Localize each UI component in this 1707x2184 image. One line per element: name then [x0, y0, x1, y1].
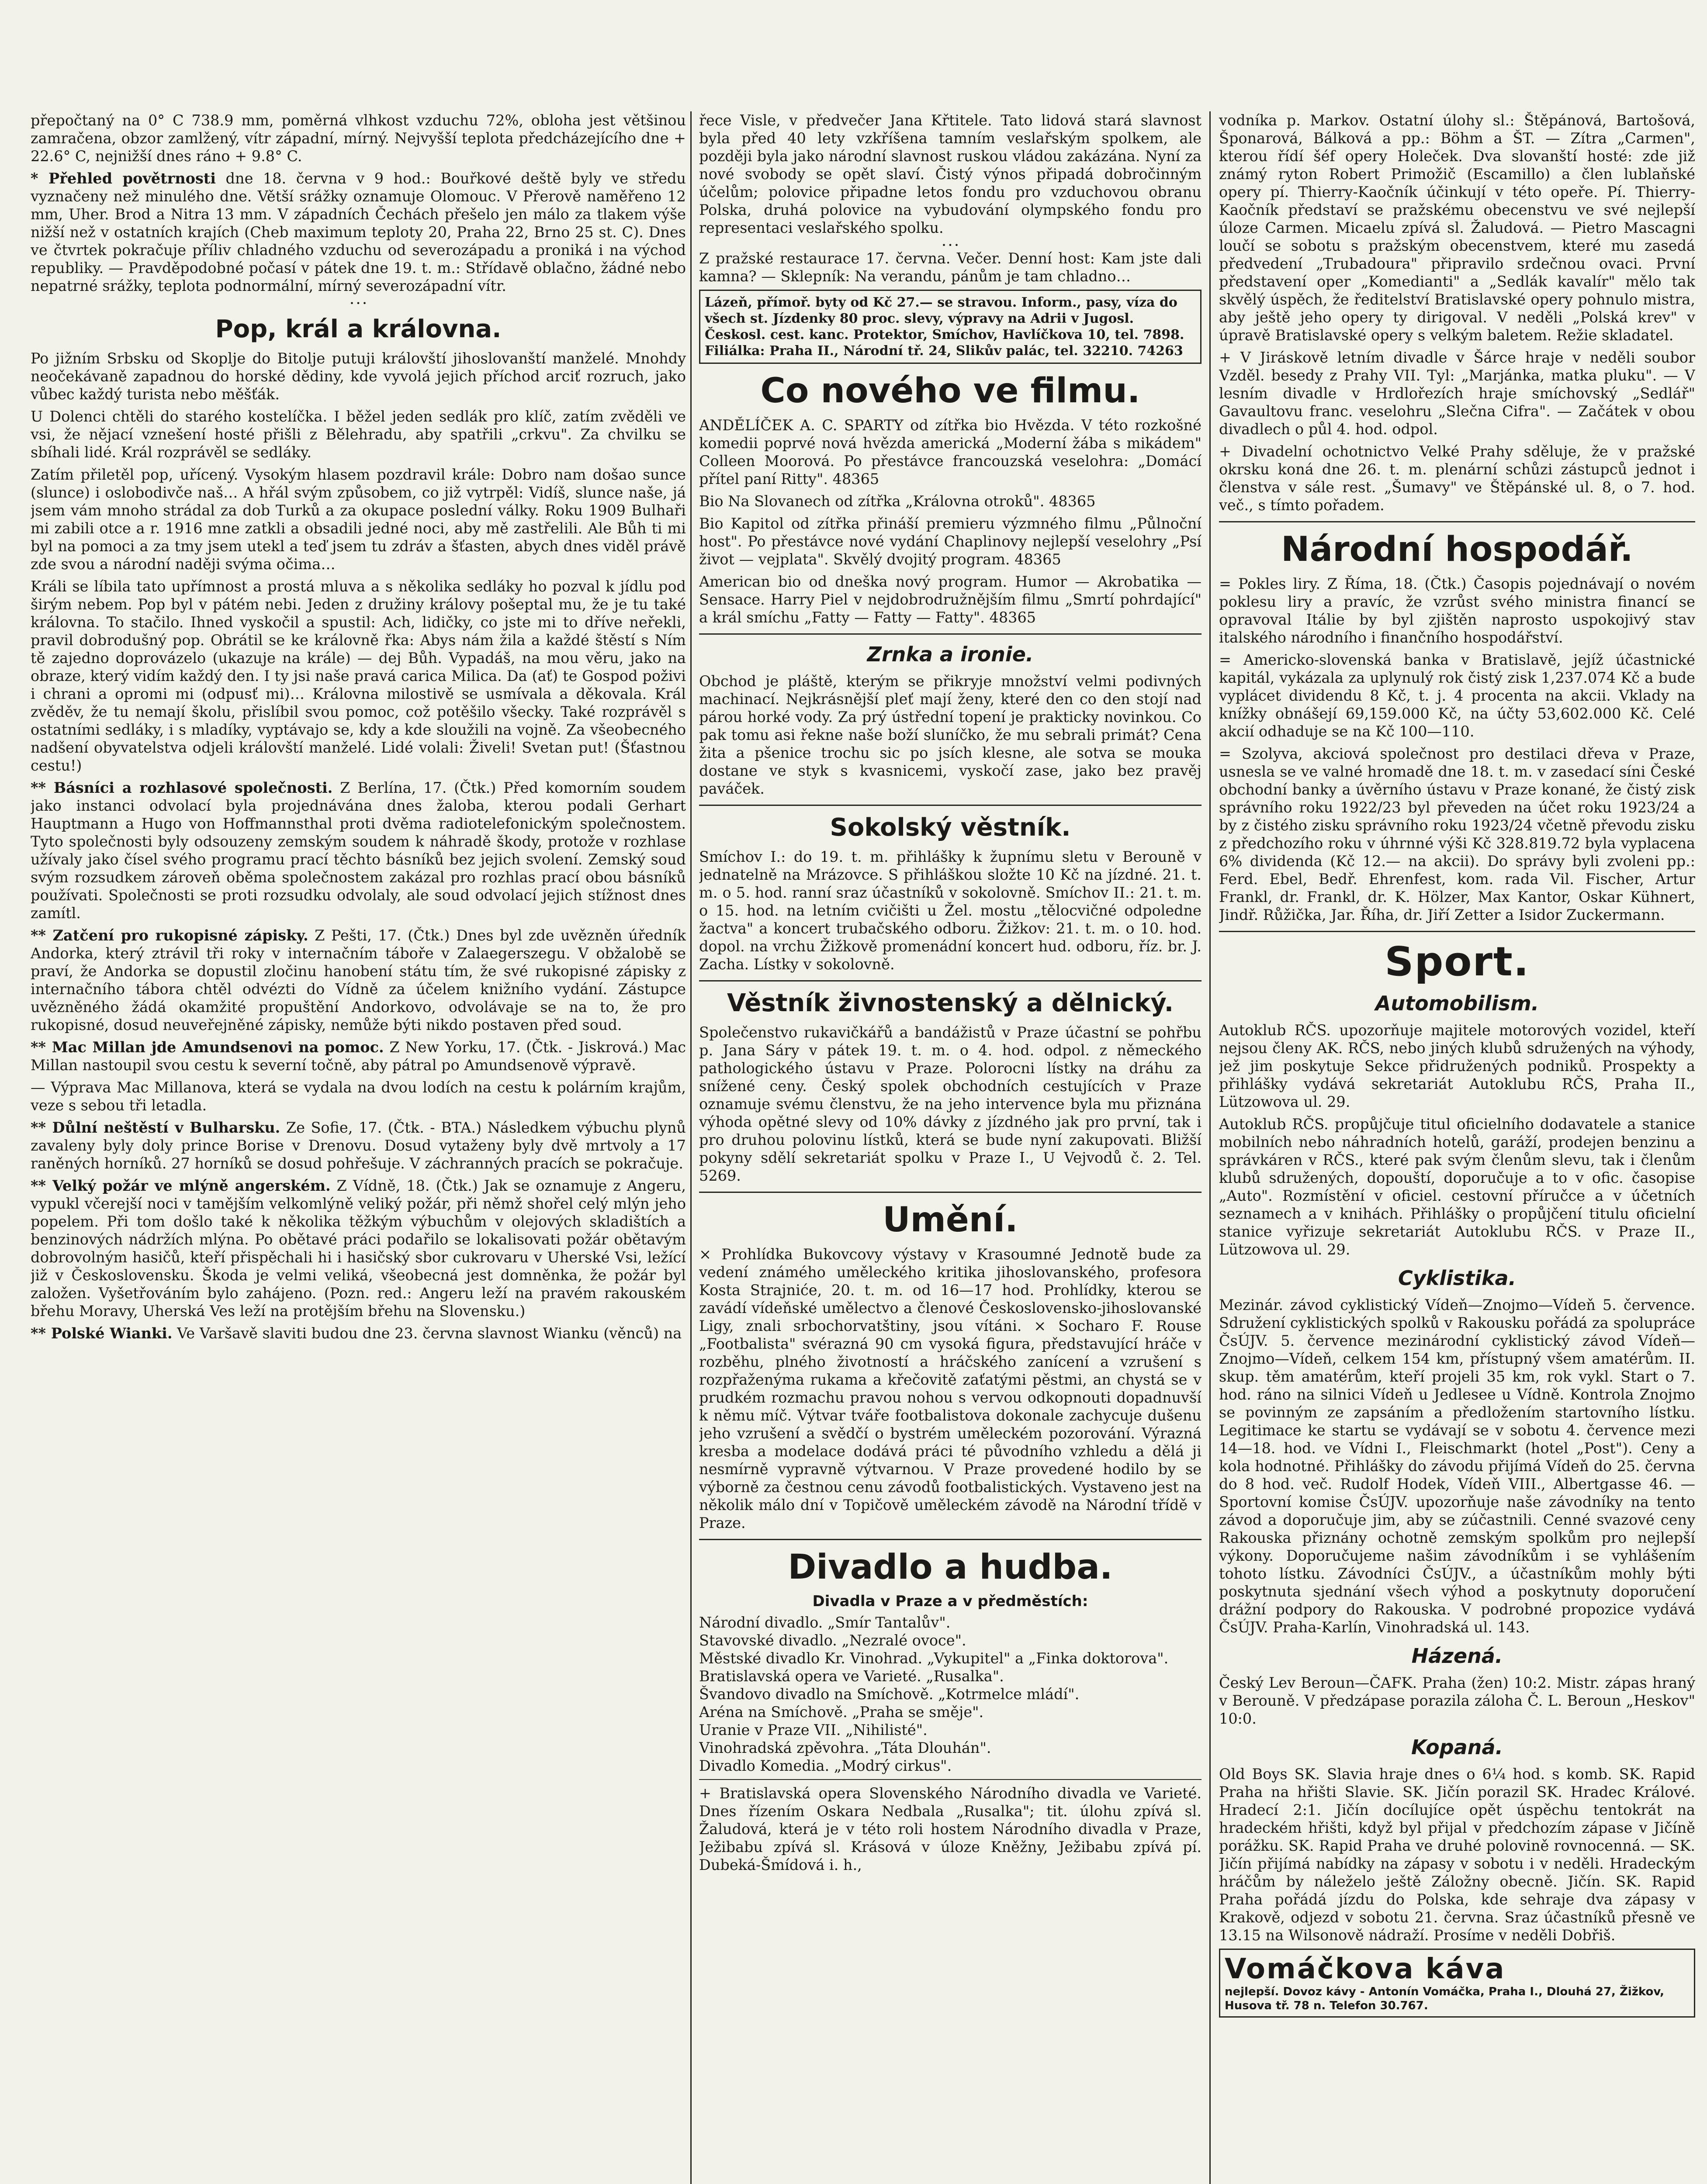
news-label: ** Polské Wianki.: [31, 1325, 173, 1342]
news-text: Z Pešti, 17. (Čtk.) Dnes byl zde uvězněn úředník Andorka, který ztrávil tři roky v internačním táboře v Zalaegerszegu. V obžalobě se praví, že Andorka se dopustil zločinu hanobení státu tím, že své rukopisné zápisky z internačního tábora chtěl odvézti do Vídně za účelem knižního vydání. Zástupce uvězněného žádá okamžité propuštění Andorkovo, odvolávaje se na to, že pro rukopisné, dosud neuveřejněné zápisky, nemůže býti nikdo postaven před soud.: [31, 927, 686, 1033]
news-text: Z Vídně, 18. (Čtk.) Jak se oznamuje z Angeru, vypukl včerejší noci v tamějším velkomlýně veliký požár, při němž shořel celý mlýn jeho popelem. Při tom došlo také k několika těžkým výbuchům v olejových skladištích a benzinových nádržích mlýna. Po obětavé práci podařilo se lokalisovati požár obětavým dobrovolným hasičů, kteří přispěchali hi i hasičský sbor cukrovaru v Uherské Vsi, ležící již v Československu. Škoda je velmi veliká, všeobecná jest domněnka, že požár byl založen. Vyšetřováním bylo zahájeno. (Pozn. red.: Angeru leží na pravém rakouském břehu Moravy, Uherská Ves leží na protějším břehu na Slovensku.): [31, 1177, 686, 1320]
section-title: Sport.: [1385, 938, 1530, 985]
article-paragraph: = Pokles liry. Z Říma, 18. (Čtk.) Časopis pojednávají o novém poklesu liry a pravíc, že vzrůst svého ministra financí se opravoval Itálie by byl zjištěn naprosto uspokojivý stav italského národního i finančního hospodářství.: [1219, 575, 1695, 646]
column-rule: [690, 111, 692, 2184]
theatre-listing: Bratislavská opera ve Varieté. „Rusalka".: [699, 1668, 1004, 1685]
column-left: [31, 111, 686, 2184]
film-item: ANDĚLÍČEK A. C. SPARTY od zítřka bio Hvězda. V této rozkošné komedii poprvé nová hvězda americká „Moderní žába s mikádem" Colleen Moorová. Po přestávce francouzská veselohra: „Domácí přítel paní Ritty". 48365: [699, 417, 1201, 487]
divider: [699, 980, 1201, 981]
travel-advert: Lázeň, přímoř. byty od Kč 27.— se stravou. Inform., pasy, víza do všech st. Jízdenky 80 proc. slevy, výpravy na Adrii v Jugosl. Českosl. cest. kanc. Protektor, Smíchov, Havlíčkova 10, tel. 7898. Filiálka: Praha II., Národní tř. 24, Slikův palác, tel. 32210. 74263: [699, 290, 1201, 364]
article-paragraph: Český Lev Beroun—ČAFK. Praha (žen) 10:2. Mistr. zápas hraný v Berouně. V předzápase porazila záloha Č. L. Beroun „Heskov" 10:0.: [1219, 1674, 1695, 1727]
article-paragraph: × Prohlídka Bukovcovy výstavy v Krasoumné Jednotě bude za vedení známého uměleckého kritika jihoslovanského, profesora Kosta Strajniće, 20. t. m. od 16—17 hod. Prohlídky, kterou se zavádí vídeňské umělectvo a členové Československo-jihoslovanské Ligy, znali srbochorvatštiny, jsou vítáni. × Socharo F. Rouse „Footbalista" svérazná 90 cm vysoká figura, představující hráče v rozběhu, plného životností a hráčského zanícení a vzrušení s rozpřaženýma rukama a křečovitě zaťatými pěstmi, an chystá se v prudkém rozmachu pravou nohou s vervou odkopnouti dopadnuvší k němu míč. Výtvar tváře footbalistova dokonale zachycuje dušenu jeho vzrušení a svědčí o bystrém uměleckém pozorování. Výrazná kresba a modelace dodává práci té původního vzhledu a dělá ji nesmírně vypravně výtvarnou. V Praze provedené hodilo by se výborně za čestnou cenu závodů footbalistických. Vystaveno jest na několik málo dní v Topičově uměleckém závodě na Národní třídě v Praze.: [699, 1246, 1201, 1531]
film-item: American bio od dneška nový program. Humor — Akrobatika — Sensace. Harry Piel v nejdobrodružnějším filmu „Smrtí pohrdající" a král smíchu „Fatty — Fatty — Fatty". 48365: [699, 573, 1201, 626]
article-paragraph: Obchod je pláště, kterým se přikryje množství velmi podivných machinací. Nejkrásnější pleť mají ženy, které den co den stojí nad párou horké vody. Za prý ústřední topení je prakticky novinkou. Co pak tomu asi řekne naše boží sluníčko, že mu sebrali primát? Cena žita a pšenice trochu sic po jsích klesne, ale sotva se mouka dostane ve styk s kvasnicemi, vyskočí zase, jako bez pravěj paváček.: [699, 673, 1201, 797]
news-label: ** Zatčení pro rukopisné zápisky.: [31, 927, 308, 944]
news-item: — Výprava Mac Millanova, která se vydala na dvou lodích na cestu k polárním krajům, veze s sebou tři letadla.: [31, 1079, 686, 1114]
section-title: Věstník živnostenský a dělnický.: [727, 989, 1174, 1017]
subsection-title: Házená.: [1411, 1644, 1503, 1668]
divider: [1219, 931, 1695, 932]
news-text: Ze Sofie, 17. (Čtk. - BTA.) Následkem výbuchu plynů zavaleny byly doly prince Borise v Drenovu. Dosud vytaženy byly dvě mrtvoly a 17 raněných horníků. 27 horníků se dosud pohřešuje. V záchranných pracích se pokračuje.: [31, 1119, 686, 1172]
news-label: ** Velký požár ve mlýně angerském.: [31, 1177, 331, 1194]
news-item: [31, 1177, 686, 1320]
section-title: Zrnka a ironie.: [867, 643, 1034, 666]
column-rule: [1209, 111, 1211, 2184]
theatre-listing: Vinohradská zpěvohra. „Táta Dlouhán".: [699, 1739, 991, 1756]
article-paragraph: Old Boys SK. Slavia hraje dnes o 6¼ hod. s komb. SK. Rapid Praha na hřišti Slavie. SK. Jičín porazil SK. Hradec Králové. Hradecí 2:1. Jičín docílujíce opět úspěchu tentokrát na hradeckém hřišti, když byl přijal v předchozím zápase v Jičíně porážku. SK. Rapid Praha ve druhé polovině rovnocenná. — SK. Jičín přijímá nabídky na zápasy v sobotu i v neděli. Hradeckým hráčům by náleželo ještě Záložny obecně. Jičín. SK. Rapid Praha pořádá jízdu do Polska, kde sehraje dva zápasy v Krakově, odjezd v sobotu 21. června. Sraz účastníků přesně ve 13.15 na Wilsonově nádraží. Prosíme v neděli Dobřiš.: [1219, 1766, 1695, 1944]
advert-text: nejlepší. Dovoz kávy - Antonín Vomáčka, Praha I., Dlouhá 27, Žižkov, Husova tř. 78 n. Telefon 30.767.: [1225, 1985, 1665, 2012]
weather-report: [31, 169, 686, 295]
separator: • • •: [350, 299, 367, 308]
divider: [699, 805, 1201, 806]
divider: [699, 633, 1201, 635]
theatre-listing: Stavovské divadlo. „Nezralé ovoce".: [699, 1632, 966, 1649]
article-paragraph: U Dolenci chtěli do starého kostelíčka. I běžel jeden sedlák pro klíč, zatím zvěděli ve vsi, že nějací vznešení hosté přišli z Bělehradu, aby spatřili „crkvu". Za chvilku se sbíhali lidé. Král rozprávěl se sedláky.: [31, 408, 686, 461]
news-label: ** Mac Millan jde Amundsenovi na pomoc.: [31, 1039, 384, 1056]
news-item: [31, 779, 686, 922]
section-title: Co nového ve filmu.: [760, 371, 1140, 411]
film-item: Bio Kapitol od zítřka přináší premieru výzmného filmu „Půlnoční host". Po přestávce nové vydání Chaplinovy nejlepší veselohry „Psí život — vejplata". Skvělý dvojitý program. 48365: [699, 515, 1201, 568]
news-label: ** Básníci a rozhlasové společnosti.: [31, 779, 333, 796]
theatre-listing: Aréna na Smíchově. „Praha se směje".: [699, 1704, 984, 1721]
article-paragraph: + Bratislavská opera Slovenského Národního divadla ve Varieté. Dnes řízením Oskara Nedbala „Rusalka"; tit. úlohu zpívá sl. Žaludová, která je v této roli hostem Národního divadla v Praze, Ježibabu zpívá sl. Krásová v úloze Kněžny, Ježibabu zpívá pí. Dubeká-Šmídová i. h.,: [699, 1785, 1201, 1873]
weather-label: * Přehled povětrnosti: [31, 170, 216, 187]
divider: [699, 1192, 1201, 1193]
article-paragraph: + V Jiráskově letním divadle v Šárce hraje v neděli soubor Vzděl. besedy z Prahy VII. Tyl: „Marjánka, matka pluku". — V lesním divadle v Hrdlořezích hraje smíchovský „Sedlář" Gavaultovu franc. veselohru „Slečna Cifra". — Začátek v obou divadlech o půl 4. hod. odpol.: [1219, 349, 1695, 438]
article-paragraph: = Szolyva, akciová společnost pro destilaci dřeva v Praze, usnesla se ve valné hromadě dne 18. t. m. v zasedací síni České obchodní banky a úvěrního ústavu v Praze konané, že čistý zisk správního roku 1922/23 byl převeden na účet roku 1923/24 a by z čistého zisku správního roku 1923/24 včetně převodu zisku z předchozího roku v úhrnné výši Kč 328.819.72 byla vyplacena 6% dividenda (Kč 12.— na akcii). Do správy byli zvoleni pp.: Ferd. Ebel, Bedř. Ehrenfest, kom. rada Vil. Fischer, Artur Frankl, dr. Frankl, dr. K. Hölzer, Max Kantor, Oskar Kühnert, Jindř. Růžička, Jar. Říha, dr. Jiří Zetter a Isidor Zuckermann.: [1219, 745, 1695, 923]
anecdote: Z pražské restaurace 17. června. Večer. Denní host: Kam jste dali kamna? — Sklepník: Na verandu, pánům je tam chladno…: [699, 250, 1201, 285]
news-item: [31, 1324, 686, 1342]
divider: [1219, 521, 1695, 522]
news-item: [31, 1119, 686, 1172]
theatre-listing: Švandovo divadlo na Smíchově. „Kotrmelce mládí".: [699, 1686, 1080, 1703]
subsection-title: Automobilism.: [1375, 992, 1539, 1015]
subsection-title: Cyklistika.: [1398, 1266, 1517, 1290]
advert-brand: Vomáčkova káva: [1225, 1953, 1506, 1985]
section-title: Sokolský věstník.: [830, 813, 1071, 842]
subsection-title: Kopaná.: [1411, 1735, 1503, 1759]
section-title: Národní hospodář.: [1281, 530, 1633, 569]
news-text: Ve Varšavě slaviti budou dne 23. června slavnost Wianku (věnců) na: [177, 1325, 682, 1342]
article-paragraph: vodníka p. Markov. Ostatní úlohy sl.: Štěpánová, Bartošová, Šponarová, Bálková a pp.: Böhm a ŠT. — Zítra „Carmen", kterou řídí šéf opery Holeček. Dva slovanští hosté: zde již známý ryton Robert Primožič (Escamillo) a člen lublaňské opery pí. Thierry-Kaočník účinkují v této opeře. Pí. Thierry-Kaočník představí se pražskému obecenstvu ve své nejlepší úloze Carmen. Micaelu zpívá sl. Žaludová. — Pietro Mascagni loučí se sobotu s pražským obecenstvem, které mu zasedá předvedení „Trubadoura" připravilo srdečnou ovaci. První představení oper „Komedianti" a „Sedlák kavalír" mělo tak skvělý úspěch, že ředitelství Bratislavské opery pohnulo mistra, aby ještě jeho opery ty dirigoval. V neděli „Polská krev" v úpravě Bratislavské opery s velkým baletem. Režie skladatel.: [1219, 112, 1695, 344]
separator: • • •: [942, 241, 959, 249]
column-middle: [699, 111, 1201, 2184]
article-paragraph: Autoklub RČS. upozorňuje majitele motorových vozidel, kteří nejsou členy AK. RČS, nebo jiných klubů sdružených na výhody, jež jim poskytuje Sekce přidružených podniků. Prospekty a přihlášky vydává sekretariát Autoklubu RČS, Praha II., Lützowova ul. 29.: [1219, 1022, 1695, 1110]
article-paragraph: Autoklub RČS. propůjčuje titul oficielního dodavatele a stanice mobilních nebo náhradních hotelů, garáží, prodejen benzinu a správkáren v RČS., které pak svým členům slevu, tak i členům klubů sdružených, dopouští, doporučuje a to v ofic. časopise „Auto". Rozmístění v oficiel. cestovní příručce a v účetních seznamech a v knihách. Přihlášky o propůjčení titulu oficielní stanice vyřizuje sekretariát Autoklubu RČS. v Praze II., Lützowova ul. 29.: [1219, 1116, 1695, 1258]
article-paragraph: Společenstvo rukavičkářů a bandážistů v Praze účastní se pohřbu p. Jana Sáry v pátek 19. t. m. o 4. hod. odpol. z německého pathologického ústavu v Praze. Polorocni lístky na dráhu za snížené ceny. Český spolek obchodních cestujících v Praze oznamuje svému členstvu, že na jeho intervence byla mu přiznána výhoda opětné slevy od 10% dávky z jízdného jak pro první, tak i pro druhou polovinu lístků, která se bude nyní zakupovati. Bližší pokyny sdělí sekretariát spolku v Praze I., U Vejvodů č. 2. Tel. 5269.: [699, 1024, 1201, 1184]
column-right: [1219, 111, 1695, 2184]
film-item: Bio Na Slovanech od zítřka „Královna otroků". 48365: [699, 493, 1096, 510]
divider: [699, 1539, 1201, 1540]
news-text: Z Berlína, 17. (Čtk.) Před komorním soudem jako instanci odvolací byla projednávána dnes žaloba, kterou podali Gerhart Hauptmann a Hugo von Hoffmannsthal proti dvěma radiotelefonickým společnostem. Tyto společnosti byly odsouzeny zemským soudem k náhradě škody, protože v rozhlase užívaly jako čísel svého programu prací těchto básníků bez jejich svolení. Zemský soud svým rozsudkem zároveň oběma společnostem zakázal pro rozhlas prací obou básníků používati. Společnosti se proti rozsudku odvolaly, ale soud odvolací jejich stížnost dnes zamítl.: [31, 779, 686, 922]
news-label: ** Důlní neštěstí v Bulharsku.: [31, 1119, 280, 1136]
article-paragraph: + Divadelní ochotnictvo Velké Prahy sděluje, že v pražské okrsku koná dne 26. t. m. plenární schůzi zástupců jednot i členstva v sále rest. „Šumavy" ve Štěpánské ul. 8, o 7. hod. več., s tímto pořadem.: [1219, 443, 1695, 514]
section-title: Umění.: [883, 1200, 1018, 1240]
article-paragraph: Po jižním Srbsku od Skoplje do Bitolje putuji královští jihoslovanští manželé. Mnohdy neočekávaně zapadnou do horské dědiny, kde vyvolá jejich příchod arciť rozruch, jako vůbec každý turista nebo měšťák.: [31, 350, 686, 403]
news-text: Z New Yorku, 17. (Čtk. - Jiskrová.) Mac Millan nastoupil svou cestu k severní točně, aby pátral po Amundsenově výpravě.: [31, 1039, 686, 1074]
theatre-listing: Divadlo Komedia. „Modrý cirkus".: [699, 1757, 952, 1774]
article-paragraph: = Americko-slovenská banka v Bratislavě, jejíž účastnické kapitál, vykázala za uplynulý rok čistý zisk 1,237.074 Kč a bude vyplácet dividendu 8 Kč, t. j. 4 procenta na akcii. Vklady na knížky obnášejí 69,159.000 Kč, na účty 53,602.000 Kč. Celé akcií odhaduje se na Kč 100—110.: [1219, 651, 1695, 740]
article-title: Pop, král a královna.: [215, 315, 502, 343]
coffee-advert: [1219, 1949, 1695, 2018]
article-paragraph: Králi se líbila tato upřímnost a prostá mluva a s několika sedláky ho pozval k jídlu pod širým nebem. Pop byl v pátém nebi. Jeden z družiny královy pošeptal mu, že je tu také královna. To stačilo. Ihned vyskočil a spustil: Ach, lidičky, co jste mi to dříve neřekli, pravil dobrodušný pop. Obrátil se ke královně řka: Abys nám žila a každé štěstí s Ním tě zajedno doprovázelo (ukazuje na krále) — dej Bůh. Vypadáš, na mou věru, jako na obraze, který vidím každý den. I ty jsi naše pravá carica Milica. Da (ať) te Gospod poživi i chrani a opromi mi (odpusť mi)… Královna milostivě se usmívala a děkovala. Král zvěděv, že tu nemají školu, přislíbil svou pomoc, což potěšilo všecky. Také rozprávěl s ostatními sedláky, i s mladíky, vyptávajo se, kdy a kde sloužili na vojně. Za všeobecného nadšení obyvatelstva odjeli královští manželé. Lidé volali: Živeli! Svetan put! (Šťastnou cestu!): [31, 578, 686, 774]
section-title: Divadlo a hudba.: [788, 1548, 1113, 1587]
article-paragraph: Smíchov I.: do 19. t. m. přihlášky k župnímu sletu v Berouně v jednatelně na Mrázovce. S přihláškou složte 10 Kč na jízdné. 21. t. m. o 5. hod. ranní sraz účastníků v sokolovně. Smíchov II.: 21. t. m. o 15. hod. na letním cvičišti u Žel. mostu „tělocvičné odpoledne žactva" a koncert trubačského odboru. Žižkov: 21. t. m. o 10. hod. dopol. na vrchu Žižkově promenádní koncert hud. odboru, říz. br. J. Zacha. Lístky v sokolovně.: [699, 848, 1201, 973]
divider: [699, 1779, 1201, 1780]
news-item: [31, 1038, 686, 1074]
news-item: [31, 926, 686, 1034]
weather-text: dne 18. června v 9 hod.: Bouřkové deště byly ve středu vyznačeny než minulého dne. Větší srážky oznamuje Olomouc. V Přerově naměřeno 12 mm, Uher. Brod a Nitra 13 mm. V západních Čechách přešelo jen málo za tlakem výše nižší než v ostatních krajích (Cheb maximum teploty 20, Praha 22, Brno 25 st. C). Dnes ve čtvrtek pokračuje příliv chladného vzduchu od severozápadu a proniká i na východ republiky. — Pravděpodobné počasí v pátek dne 19. t. m.: Střídavě oblačno, žádné nebo nepatrné srážky, teplota podnormální, mírný severozápadní vítr.: [31, 170, 686, 294]
article-paragraph: Mezinár. závod cyklistický Vídeň—Znojmo—Vídeň 5. července. Sdružení cyklistických spolků v Rakousku pořádá za spolupráce ČsÚJV. 5. července mezinárodní cyklistický závod Vídeň—Znojmo—Vídeň, celkem 154 km, přístupný všem amatérům. II. skup. těm amatérům, kteří projeli 35 km, rok vykl. Start o 7. hod. ráno na silnici Vídeň u Jedlesee u Vídně. Kontrola Znojmo se povinným ze zapsáním a předložením startovního lístku. Legitimace ke startu se vydávají se v sobotu 4. července mezi 14—18. hod. ve Vídni I., Fleischmarkt (hotel „Post"). Ceny a kola hodnotné. Přihlášky do závodu přijímá Vídeň do 25. června do 8 hod. več. Rudolf Hodek, Vídeň VIII., Albertgasse 46. — Sportovní komise ČsÚJV. upozorňuje naše závodníky na tento závod a doporučuje jim, aby se zúčastnili. Cenné svazové ceny Rakouska přiznány ochotně zemským spolkům pro nejlepší výkony. Doporučujeme našim závodníkům i se vyhlášením tohoto lístku. Závodníci ČsÚJV., a účastníkům mohly býti poskytnuta sjednání všech výhod a poskytnuty doporučení drážní podpory do Rakouska. V podrobné propozice vydává ČsÚJV. Praha-Karlín, Vinohradská ul. 143.: [1219, 1296, 1695, 1636]
section-subtitle: Divadla v Praze a v předměstích:: [812, 1593, 1088, 1610]
theatre-listing: Uranie v Praze VII. „Nihilisté".: [699, 1721, 928, 1738]
article-paragraph: Zatím přiletěl pop, uřícený. Vysokým hlasem pozdravil krále: Dobro nam došao sunce (slunce) i oslobodivče naš… A hřál svým způsobem, co již vytrpěl: Vidíš, slunce naše, já jsem vám mnoho strádal za dob Turků a za okupace poslední války. Roku 1909 Bulhaři mi zabili otce a r. 1916 mne zatkli a obsadili jedné noci, aby mě zastřelili. Ale Bůh ti mi byl na pomoci a za tmy jsem utekl a teď jsem tu zdráv a šťasten, abych dnes viděl právě zde svou a národní naději svýma očima…: [31, 466, 686, 573]
article-paragraph: řece Visle, v předvečer Jana Křtitele. Tato lidová stará slavnost byla před 40 lety vzkříšena tamním veslařským spolkem, ale později byla jako národní slavnost ruskou vládou zakázána. Nyní za nové svobody se opět slaví. Čistý výnos připadá dobročinným účelům; polovice připadne letos fondu pro vzduchovou obranu Polska, druhá polovice na vybudování olympského fondu pro representaci veslařského spolku.: [699, 112, 1201, 236]
theatre-listing: Národní divadlo. „Smír Tantalův".: [699, 1614, 951, 1631]
theatre-listing: Městské divadlo Kr. Vinohrad. „Vykupitel" a „Finka doktorova".: [699, 1650, 1169, 1667]
pressure-report: přepočtaný na 0° C 738.9 mm, poměrná vlhkost vzduchu 72%, obloha jest většinou zamračena, obzor zamlžený, vítr západní, mírný. Nejvyšší teplota předcházejícího dne + 22.6° C, nejnižší dnes ráno + 9.8° C.: [31, 112, 686, 165]
